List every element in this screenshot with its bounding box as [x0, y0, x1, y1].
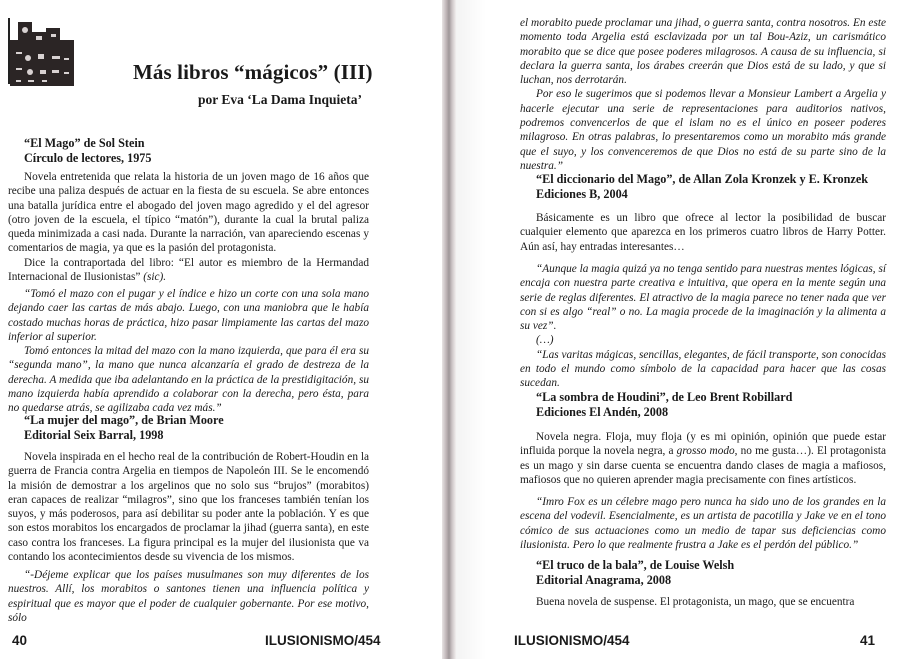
sic-note: (sic).	[143, 271, 167, 284]
review-body-el-mago	[8, 170, 369, 284]
ellipsis: (…)	[536, 334, 554, 347]
review-body-truco-de-la-bala	[520, 595, 886, 609]
review-heading-diccionario-del-mago	[536, 172, 868, 201]
review-title: “La mujer del mago”, de Brian Moore	[24, 413, 224, 427]
bookshelf-icon	[6, 14, 78, 88]
review-title: “El truco de la bala”, de Louise Welsh	[536, 558, 735, 572]
review-publisher: Ediciones B, 2004	[536, 186, 628, 201]
quote-paragraph: “Tomó el mazo con el pugar y el índice e hizo un corte con una sola mano dejando caer las cartas de más abajo. Luego, con una maniobra que le había costado muchas horas de práctica, hizo pasar limpiamente las cartas del mazo inferior al superior.	[8, 288, 369, 343]
review-publisher: Editorial Seix Barral, 1998	[24, 427, 164, 442]
quote-paragraph: el morabito puede proclamar una jihad, o guerra santa, contra nosotros. En este momento toda Argelia está esclavizada por un tal Bou-Aziz, un carismático morabito que se dice que posee poderes milagrosos. A causa de su influencia, si declara la guerra santa, los árabes creerán que Dios está de su lado, y que si luchan, nos derrotarán.	[520, 17, 886, 87]
right-page	[456, 0, 900, 659]
paragraph: Buena novela de suspense. El protagonista, un mago, que se encuentra	[536, 596, 855, 608]
quote-el-mago	[8, 287, 369, 416]
left-page	[0, 0, 444, 659]
article-title: Más libros “mágicos” (III)	[133, 60, 373, 84]
article-byline: por Eva ‘La Dama Inquieta’	[198, 92, 363, 107]
review-publisher: Círculo de lectores, 1975	[24, 150, 152, 165]
page-number: 40	[12, 633, 28, 648]
review-body-diccionario-del-mago	[520, 211, 886, 254]
quote-la-mujer-del-mago	[8, 568, 369, 625]
review-title: “El Mago” de Sol Stein	[24, 136, 145, 150]
paragraph: Novela inspirada en el hecho real de la contribución de Robert-Houdin en la guerra de Francia contra Argelia en tiempos de Napoleón III. Se le encomendó la misión de demostrar a los argelinos que no solo sus “brujos” (morabitos) eran capaces de realizar “milagros”, sino que los franceses también tenían los suyos, y más poderosos, para así debilitar su poder ante la población. Y es que son estos morabitos los encargados de proclamar la jihad (guerra santa), en este caso contra los franceses. La figura principal es la mujer del ilusionista que va contando los acontecimientos desde su vivencia de los mismos.	[8, 451, 369, 564]
quote-paragraph: “Las varitas mágicas, sencillas, elegantes, de fácil transporte, son conocidas en todo el mundo como símbolo de la capacidad para hacer que las cosas sucedan.	[520, 348, 886, 390]
review-publisher: Editorial Anagrama, 2008	[536, 572, 672, 587]
review-title: “El diccionario del Mago”, de Allan Zola Kronzek y E. Kronzek	[536, 172, 869, 186]
paragraph: Novela entretenida que relata la historia de un joven mago de 16 años que recibe una paliza después de actuar en la fiesta de su escuela. Se abre entonces una batalla jurídica entre el abogado del joven mago agredido y el del agresor (otro joven de la escuela, el típico “matón”), durante la cual la brutal paliza queda minimizada a casi nada. Durante la narración, van apareciendo escenas y comentarios de magia, ya que es la pasión del protagonista.	[8, 171, 369, 255]
magazine-footer: ILUSIONISMO/454	[265, 633, 381, 648]
quote-continued	[520, 16, 886, 173]
quote-paragraph: “-Déjeme explicar que los países musulmanes son muy diferentes de los nuestros. Allí, los morabitos o santones tienen una influencia política y espiritual que es mayor que el poder de cualquier gobernante. Por ese motivo, sólo	[8, 569, 369, 624]
book-spine-gutter	[442, 0, 456, 659]
quote-paragraph: Por eso le sugerimos que si podemos llevar a Monsieur Lambert a Argelia y hacerle ejecutar una serie de representaciones para auditorios nativos, podremos convencerlos de que el islam no es el único en poseer poderes milagroso. En otras palabras, lo presentaremos como un morabito más grande que el suyo, y los convenceremos de que Dios no está de su parte sino de la nuestra.”	[520, 88, 886, 172]
review-heading-truco-de-la-bala	[536, 558, 734, 587]
paragraph: Básicamente es un libro que ofrece al lector la posibilidad de buscar cualquier elemento que aparezca en los primeros cuatro libros de Harry Potter. Aún así, hay entradas interesantes…	[520, 212, 886, 253]
quote-paragraph: Tomó entonces la mitad del mazo con la mano izquierda, que para él era su “segunda mano”, la mano que nunca alcanzaría el grado de destreza de la derecha. A medida que iba adelantando en la práctica de la prestidigitación, su mano izquierda había aprendido a colaborar con la derecha, pero ésta, para no quedarse atrás, se agilizaba cada vez más.”	[8, 345, 369, 415]
magazine-footer: ILUSIONISMO/454	[514, 633, 630, 648]
quote-sombra-de-houdini	[520, 495, 886, 552]
quote-diccionario-del-mago	[520, 262, 886, 391]
review-heading-el-mago	[24, 136, 152, 165]
review-body-sombra-de-houdini	[520, 430, 886, 487]
page-number: 41	[860, 633, 876, 648]
quote-paragraph: “Imro Fox es un célebre mago pero nunca ha sido uno de los grandes en la escena del vodevil. Esencialmente, es un artista de pacotilla y Jake ve en el tono cómico de sus actuaciones como un medio de tapar sus deficiencias como ilusionista. Pero lo que realmente frustra a Jake es el perdón del público.”	[520, 496, 886, 551]
quote-paragraph: “Aunque la magia quizá ya no tenga sentido para nuestras mentes lógicas, sí encaja con nuestra parte creativa e intuitiva, que opera en la mente según una serie de reglas diferentes. El atractivo de la magia parece no tener nada que ver con si es algo “real” o no. La magia procede de la imaginación y la alimenta a su vez”.	[520, 263, 886, 333]
review-heading-sombra-de-houdini	[536, 390, 792, 419]
paragraph: Novela negra. Floja, muy floja (y es mi opinión, opinión que puede estar influida porque la novela negra, a grosso modo, no me gusta…). El protagonista es un mago y sin darse cuenta se encuentra dando clases de magia a mafiosos, mafiosos que no quieren aprender magia precisamente con fines artísticos.	[520, 431, 886, 486]
paragraph: Dice la contraportada del libro: “El autor es miembro de la Hermandad Internacional de Ilusionistas” (sic).	[8, 256, 369, 284]
review-title: “La sombra de Houdini”, de Leo Brent Robillard	[536, 390, 793, 404]
review-publisher: Ediciones El Andén, 2008	[536, 404, 669, 419]
review-body-la-mujer-del-mago	[8, 450, 369, 564]
review-heading-la-mujer-del-mago	[24, 413, 224, 442]
